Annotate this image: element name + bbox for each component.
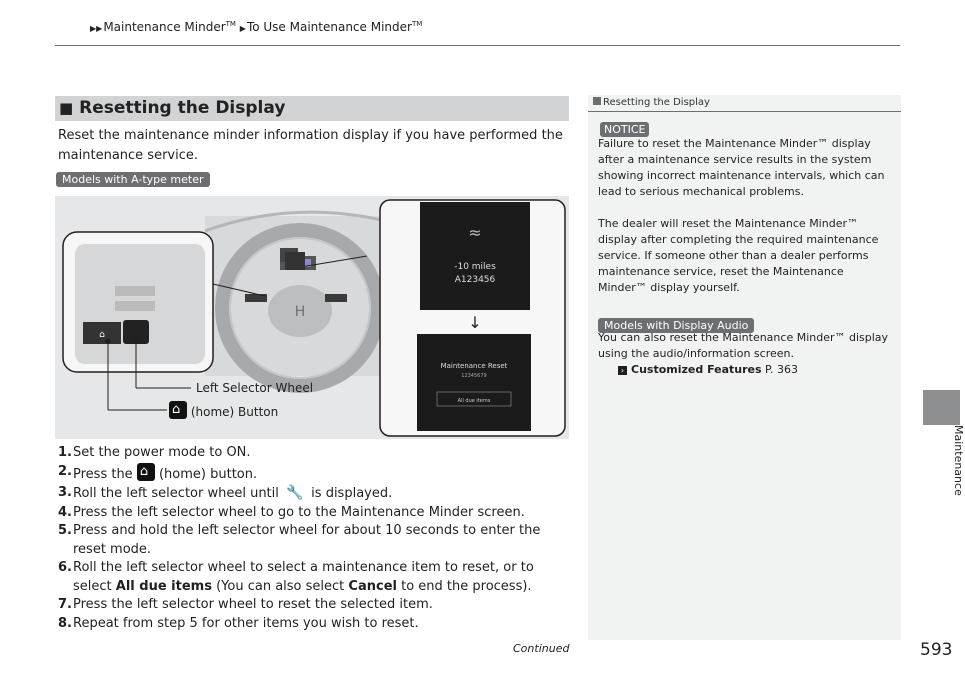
svg-text:⌂: ⌂ bbox=[99, 330, 105, 340]
arrow-reference-icon: › bbox=[618, 366, 627, 375]
breadcrumb-item[interactable]: Maintenance Minder bbox=[103, 20, 226, 34]
steering-wheel-illustration bbox=[55, 196, 569, 439]
step-item bbox=[58, 615, 570, 634]
notice-badge: NOTICE bbox=[600, 122, 649, 137]
sidebar-para-3: You can also reset the Maintenance Minder™ display using the audio/information screen. bbox=[598, 331, 889, 360]
step-number: 5. bbox=[58, 523, 72, 538]
breadcrumb-arrow-icon: ▶▶ bbox=[90, 24, 103, 33]
breadcrumb-item[interactable]: To Use Maintenance Minder bbox=[246, 20, 412, 34]
steps-list bbox=[58, 444, 570, 633]
step-item bbox=[58, 484, 570, 504]
screen1-line2: A123456 bbox=[454, 275, 496, 285]
svg-text:↓: ↓ bbox=[468, 313, 482, 332]
step-number: 4. bbox=[58, 504, 72, 520]
step-text: Press the left selector wheel to go to the Maintenance Minder screen. bbox=[73, 504, 525, 520]
header-divider bbox=[55, 45, 900, 46]
svg-text:≈: ≈ bbox=[468, 223, 482, 242]
step-number: 8. bbox=[58, 615, 72, 631]
sidebar-para-2: The dealer will reset the Maintenance Minder™ display after completing the required maintenance service. If someone other than a dealer performs maintenance service, reset the Maintenance Minder™ display yourself. bbox=[598, 217, 879, 294]
svg-text:H: H bbox=[294, 304, 306, 320]
screen2-title: Maintenance Reset bbox=[440, 362, 508, 370]
cross-reference-link[interactable] bbox=[618, 362, 798, 378]
steering-wheel-figure bbox=[55, 196, 569, 439]
trademark: TM bbox=[225, 20, 236, 28]
chapter-tab[interactable] bbox=[923, 390, 960, 425]
step-number: 2. bbox=[58, 463, 72, 479]
wrench-icon: 🔧 bbox=[286, 485, 304, 501]
square-bullet-icon: ■ bbox=[59, 99, 74, 117]
breadcrumb-arrow-icon: ▶ bbox=[239, 24, 246, 33]
page-number: 593 bbox=[920, 640, 953, 660]
sidebar-title: Resetting the Display bbox=[593, 97, 710, 108]
step-text: Roll the left selector wheel until 🔧 is displayed. bbox=[73, 485, 393, 501]
step-text: Set the power mode to ON. bbox=[73, 445, 251, 460]
step-number: 3. bbox=[58, 485, 72, 500]
step-text: Press and hold the left selector wheel for about 10 seconds to enter the reset mode. bbox=[73, 523, 541, 557]
step-text: Repeat from step 5 for other items you wish to reset. bbox=[73, 615, 419, 631]
step-text: Roll the left selector wheel to select a maintenance item to reset, or to select All due items (You can also select Cancel to end the process). bbox=[73, 560, 534, 594]
step-number: 1. bbox=[58, 445, 72, 460]
ref-page: P. 363 bbox=[765, 363, 798, 376]
section-title bbox=[59, 98, 285, 118]
callout-home-label: (home) Button bbox=[190, 405, 279, 419]
step-item bbox=[58, 522, 570, 559]
step-number: 7. bbox=[58, 597, 72, 612]
step-number: 6. bbox=[58, 560, 72, 575]
step-text: Press the left selector wheel to reset the selected item. bbox=[73, 597, 433, 612]
chapter-tab-label: Maintenance bbox=[952, 425, 965, 496]
callout-left-selector-wheel: Left Selector Wheel bbox=[196, 381, 314, 395]
screen1-line1: -10 miles bbox=[454, 262, 496, 272]
ref-label: Customized Features bbox=[631, 363, 762, 376]
breadcrumb bbox=[90, 20, 422, 34]
screen2-code: 12345679 bbox=[461, 373, 487, 379]
screen2-item: All due items bbox=[457, 398, 491, 404]
sidebar-para-1: Failure to reset the Maintenance Minder™ display after a maintenance service results in the system showing incorrect maintenance intervals, which can lead to serious mechanical problems. bbox=[598, 137, 885, 198]
display-audio-badge-label: Models with Display Audio bbox=[598, 318, 754, 333]
trademark: TM bbox=[411, 20, 423, 28]
step-item bbox=[58, 444, 570, 463]
model-badge-label: Models with A-type meter bbox=[56, 172, 210, 187]
callout-home-button bbox=[169, 401, 278, 419]
sidebar-divider bbox=[588, 111, 901, 112]
continued-label: Continued bbox=[513, 642, 570, 655]
step-text: Press the ⌂ (home) button. bbox=[73, 463, 258, 482]
home-icon: ⌂ bbox=[137, 463, 155, 481]
intro-paragraph: Reset the maintenance minder information display if you have performed the maintenance service. bbox=[58, 128, 563, 163]
model-badge bbox=[56, 168, 210, 187]
step-item bbox=[58, 596, 570, 615]
step-item bbox=[58, 504, 570, 523]
step-item bbox=[58, 559, 570, 596]
step-item bbox=[58, 463, 570, 485]
reference-icon bbox=[593, 97, 601, 105]
section-title-text: Resetting the Display bbox=[79, 98, 286, 118]
home-icon: ⌂ bbox=[169, 401, 187, 419]
